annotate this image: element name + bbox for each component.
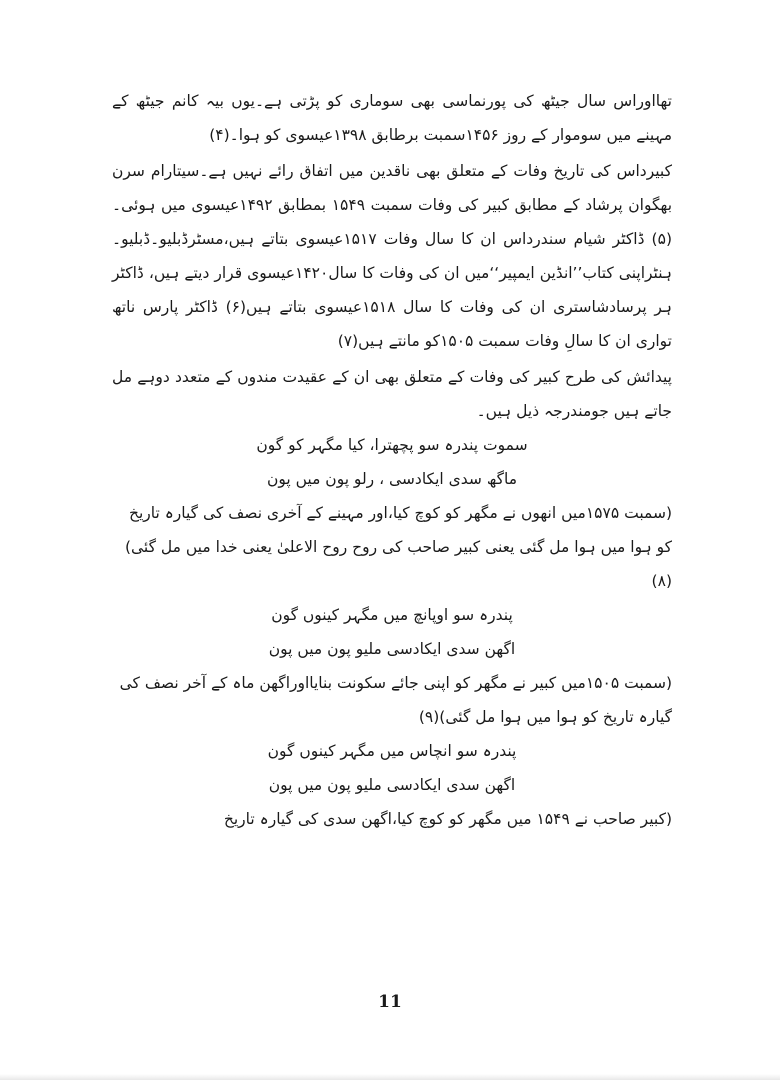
verse-line: پندرہ سو اوپانچ میں مگہر کینوں گون xyxy=(271,606,513,624)
verse-line: اگھن سدی ایکادسی ملیو پون میں پون xyxy=(268,640,516,658)
verse-line: ماگھ سدی ایکادسی ، رلو پون میں پون xyxy=(266,470,518,488)
paragraph-birth-date: تھااوراس سال جیٹھ کی پورنماسی بھی سوماری کو پڑتی ہے۔یوں بیہ کانم جیٹھ کے مہینے میں سوموار کے روز ۱۴۵۶سمبت برطابق ۱۳۹۸عیسوی کو ہوا۔(۴) xyxy=(112,92,672,144)
verse-translation: (سمبت ۱۵۷۵میں انھوں نے مگھر کو کوچ کیا،اور مہینے کے آخری نصف کی گیارہ تاریخ کو ہوا میں ہوا مل گئی یعنی کبیر صاحب کی روح روح الاعلیٰ یعنی خدا میں مل گئی)(۸) xyxy=(124,504,672,590)
body-text xyxy=(112,84,672,428)
verse-block-2 xyxy=(112,598,672,734)
verse-translation: (کبیر صاحب نے ۱۵۴۹ میں مگھر کو کوچ کیا،اگھن سدی کی گیارہ تاریخ xyxy=(223,810,672,828)
verse-block-1 xyxy=(112,428,672,598)
verse-translation: (سمبت ۱۵۰۵میں کبیر نے مگھر کو اپنی جائے سکونت بنایااوراگھن ماہ کے آخر نصف کی گیارہ تاریخ کو ہوا میں ہوا مل گئی)(۹) xyxy=(119,674,672,726)
paragraph-death-date-opinions: کبیرداس کی تاریخ وفات کے متعلق بھی ناقدین میں اتفاق رائے نہیں ہے۔سیتارام سرن بھگوان پرشاد کے مطابق کبیر کی وفات سمبت ۱۵۴۹ بمطابق ۱۴۹۲عیسوی میں ہوئی۔(۵) ڈاکٹر شیام سندرداس ان کا سال وفات ۱۵۱۷عیسوی بتاتے ہیں،مسٹرڈبلیو۔ڈبلیو۔ہنٹراپنی کتاب’’انڈین ایمپیر‘‘میں ان کی وفات کا سال۱۴۲۰عیسوی قرار دیتے ہیں، ڈاکٹر ہر پرسادشاستری ان کی وفات کا سال ۱۵۱۸عیسوی بتاتے ہیں(۶) ڈاکٹر پارس ناتھ تواری ان کا سالِ وفات سمبت ۱۵۰۵کو مانتے ہیں(۷) xyxy=(112,162,673,350)
page-edge-shadow xyxy=(0,1074,780,1080)
paragraph-dohas-intro: پیدائش کی طرح کبیر کی وفات کے متعلق بھی ان کے عقیدت مندوں کے متعدد دوہے مل جاتے ہیں جومندرجہ ذیل ہیں۔ xyxy=(112,368,672,420)
verse-line: پندرہ سو انچاس میں مگہر کینوں گون xyxy=(267,742,517,760)
page-number: 11 xyxy=(378,992,402,1012)
verse-line: اگھن سدی ایکادسی ملیو پون میں پون xyxy=(268,776,516,794)
verse-line: سموت پندرہ سو پچھترا، کیا مگہر کو گون xyxy=(256,436,528,454)
verse-block-3 xyxy=(112,734,672,836)
